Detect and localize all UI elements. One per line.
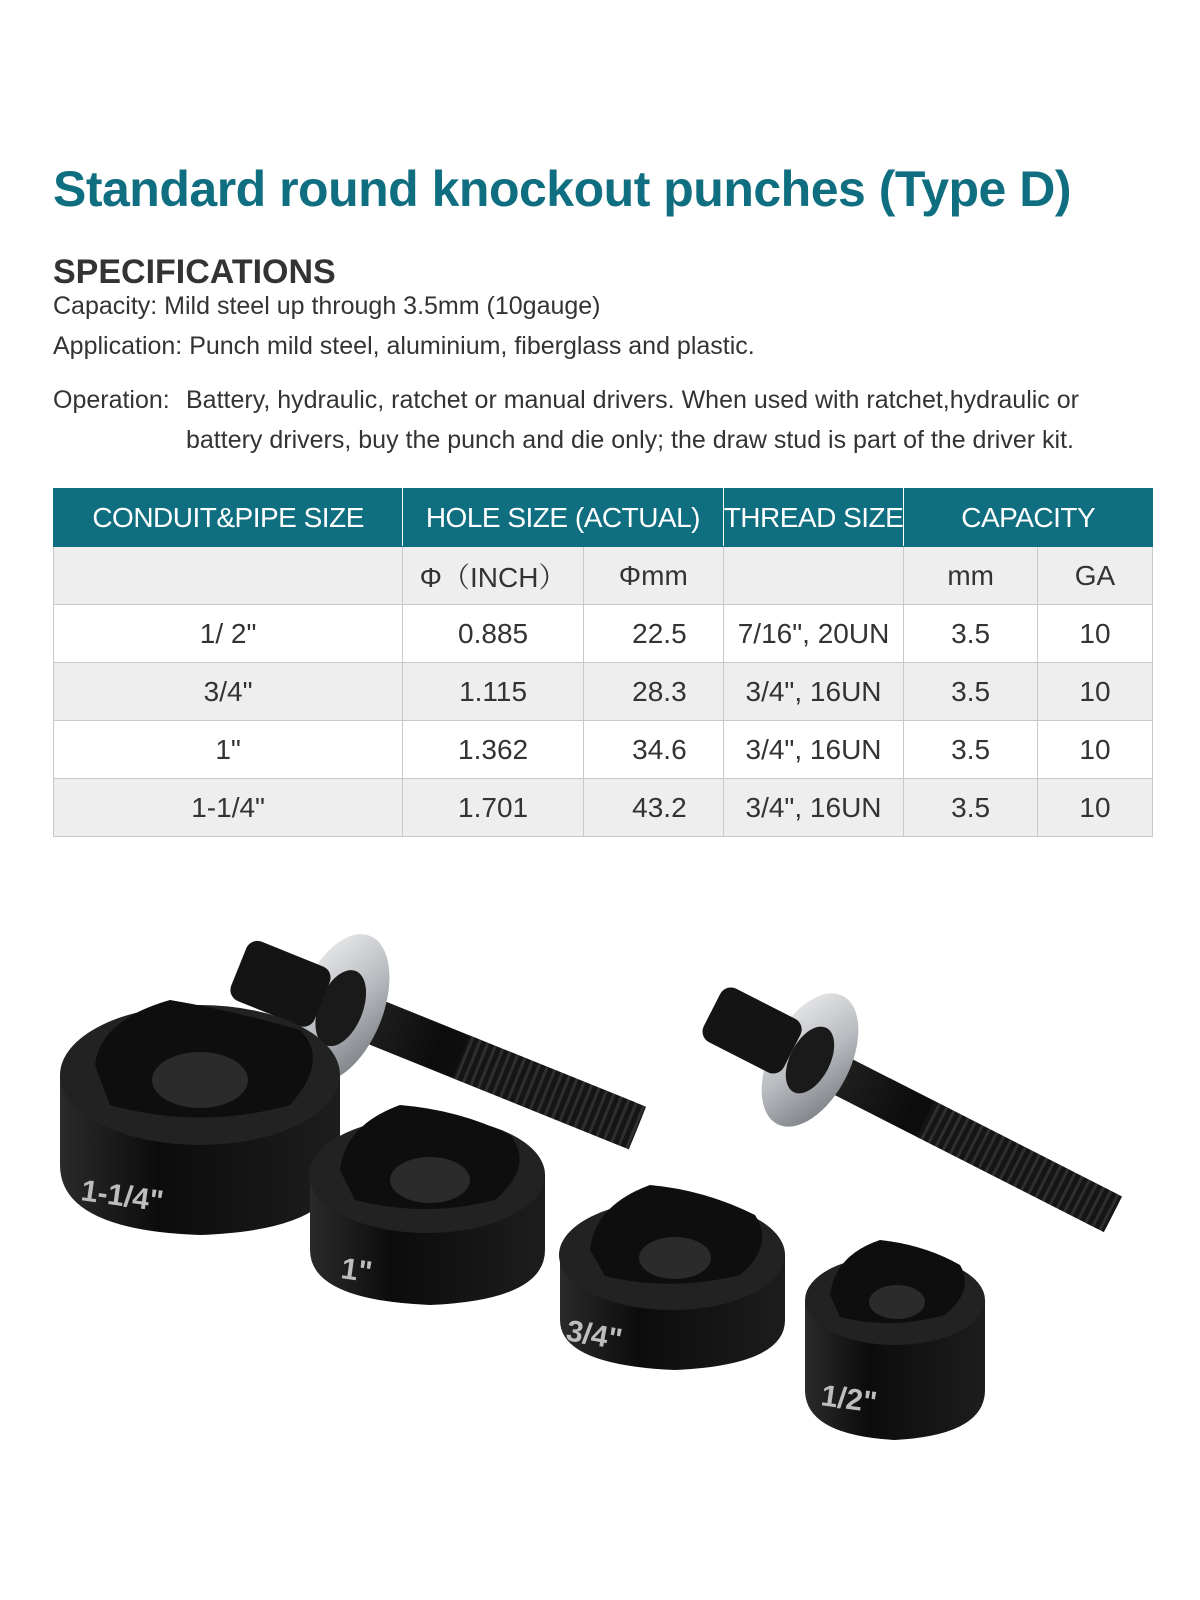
header-thread-size: THREAD SIZE <box>723 489 904 547</box>
cell-ga: 10 <box>1037 663 1152 721</box>
cell-cap-mm: 3.5 <box>904 605 1038 663</box>
cell-conduit: 1/ 2" <box>54 605 403 663</box>
punch-1-2 <box>805 1240 985 1440</box>
product-photo <box>40 880 1180 1500</box>
cell-inch: 1.362 <box>403 721 584 779</box>
punch-3-4 <box>559 1185 785 1370</box>
cell-conduit: 1" <box>54 721 403 779</box>
spec-table <box>53 488 1153 837</box>
header-capacity: CAPACITY <box>904 489 1153 547</box>
punch-label: 1/2" <box>819 1379 880 1420</box>
cell-cap-mm: 3.5 <box>904 779 1038 837</box>
cell-inch: 1.115 <box>403 663 584 721</box>
cell-cap-mm: 3.5 <box>904 721 1038 779</box>
cell-mm: 34.6 <box>583 721 723 779</box>
spec-operation <box>53 380 1153 460</box>
cell-mm: 28.3 <box>583 663 723 721</box>
cell-conduit: 3/4" <box>54 663 403 721</box>
cell-inch: 0.885 <box>403 605 584 663</box>
table-subheader-row <box>54 547 1153 605</box>
punch-label: 1-1/4" <box>79 1174 166 1219</box>
page-title: Standard round knockout punches (Type D) <box>53 161 1072 217</box>
cell-thread: 3/4", 16UN <box>723 663 904 721</box>
header-hole-size: HOLE SIZE (ACTUAL) <box>403 489 723 547</box>
punch-1-1-4 <box>60 1000 340 1235</box>
punch-label: 1" <box>339 1252 375 1290</box>
cell-mm: 43.2 <box>583 779 723 837</box>
cell-thread: 3/4", 16UN <box>723 721 904 779</box>
cell-inch: 1.701 <box>403 779 584 837</box>
spec-capacity: Capacity: Mild steel up through 3.5mm (10gauge) <box>53 292 601 320</box>
subheader-inch: Φ（INCH） <box>403 547 584 605</box>
subheader-mm: Φmm <box>583 547 723 605</box>
header-conduit-size: CONDUIT&PIPE SIZE <box>54 489 403 547</box>
cell-thread: 3/4", 16UN <box>723 779 904 837</box>
cell-conduit: 1-1/4" <box>54 779 403 837</box>
table-row <box>54 779 1153 837</box>
spec-operation-text: Battery, hydraulic, ratchet or manual drivers. When used with ratchet,hydraulic or battery drivers, buy the punch and die only; the draw stud is part of the driver kit. <box>186 386 1079 454</box>
cell-ga: 10 <box>1037 779 1152 837</box>
table-row <box>54 605 1153 663</box>
cell-ga: 10 <box>1037 721 1152 779</box>
table-row <box>54 663 1153 721</box>
subheader-cap-ga: GA <box>1037 547 1152 605</box>
cell-ga: 10 <box>1037 605 1152 663</box>
cell-cap-mm: 3.5 <box>904 663 1038 721</box>
punch-label: 3/4" <box>563 1314 625 1357</box>
spec-operation-label: Operation: <box>53 386 170 414</box>
table-row <box>54 721 1153 779</box>
cell-mm: 22.5 <box>583 605 723 663</box>
cell-thread: 7/16", 20UN <box>723 605 904 663</box>
subheader-cap-mm: mm <box>904 547 1038 605</box>
subheader-thread-empty <box>723 547 904 605</box>
specifications-heading: SPECIFICATIONS <box>53 253 336 291</box>
subheader-empty <box>54 547 403 605</box>
punch-1 <box>309 1105 545 1305</box>
spec-application: Application: Punch mild steel, aluminium, fiberglass and plastic. <box>53 332 755 360</box>
